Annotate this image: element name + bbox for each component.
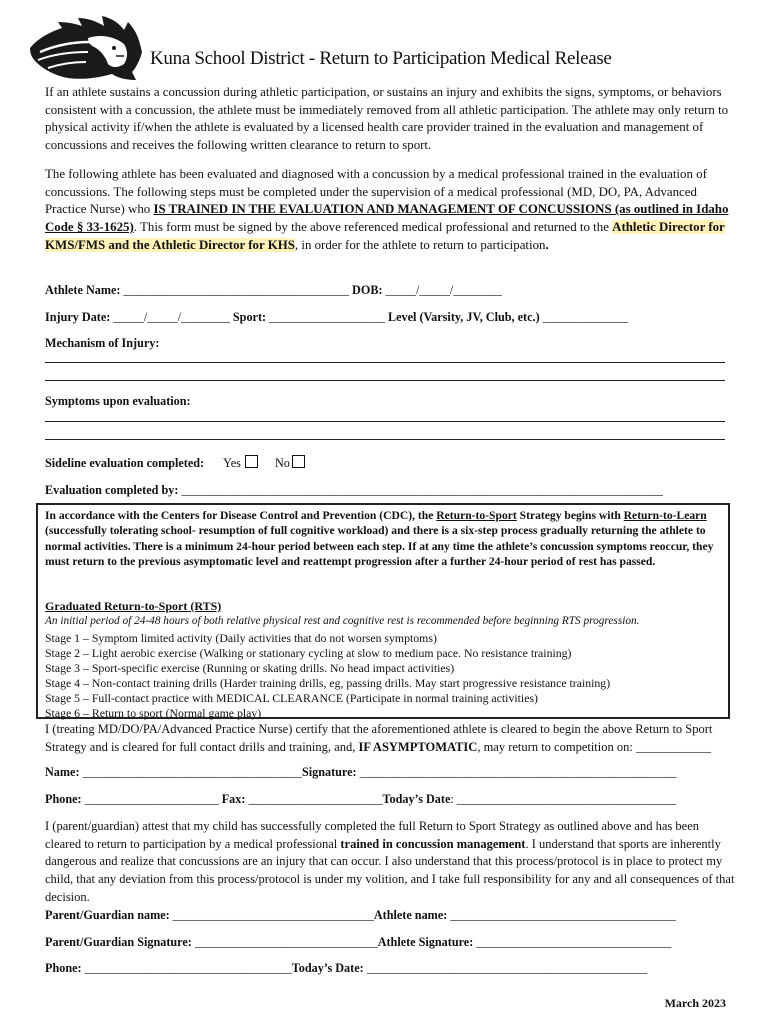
evaluation-field[interactable]: _______________________________________________________________________________ <box>181 483 663 497</box>
no-label: No <box>274 456 290 470</box>
rts-heading <box>45 599 221 614</box>
p2-bold-text: IS TRAINED IN THE EVALUATION AND MANAGEMENT OF CONCUSSIONS (as outlined in Idaho Code § 33-1625) <box>45 202 729 235</box>
stage-2: Stage 2 – Light aerobic exercise (Walking or stationary cycling at slow to medium pace. No resistance training) <box>45 646 572 660</box>
attest-text-a: I (parent/guardian) attest that my child has successfully completed the full Return to Sport Strategy as outlined above and has been cleared to return to participation by a medical professional <box>45 819 699 851</box>
cdc-text-c: (successfully tolerating school- resumption of full cognitive workload) and there is a six-step process gradually returning the athlete to normal activities. There is a minimum 24-hour period between each step. If at any time the athlete’s concussion symptoms reoccur, they must return to the previous asymptomatic level and reattempt progression after a further 24-hour period of rest has passed. <box>45 524 714 568</box>
athlete-signature-field[interactable]: ________________________________ <box>476 935 672 949</box>
athlete-name-row <box>45 283 502 298</box>
level-label: Level (Varsity, JV, Club, etc.) <box>387 310 540 324</box>
guardian-date-field[interactable]: ______________________________________________ <box>366 961 648 975</box>
p2-end: . <box>545 237 549 252</box>
guardian-signature-row <box>45 935 671 950</box>
yes-label: Yes <box>223 456 241 470</box>
cdc-paragraph <box>45 508 725 569</box>
p2-text-c: , in order for the athlete to return to participation <box>294 237 546 252</box>
certify-text-a: I (treating MD/DO/PA/Advanced Practice Nurse) certify that the aforementioned athlete is cleared to begin the above Return to Sport Strategy and is cleared for full contact drills and training, and, <box>45 722 713 754</box>
warrior-head-logo-icon <box>28 8 146 84</box>
provider-date-field[interactable]: ____________________________________ <box>456 792 677 806</box>
symptoms-line-2[interactable] <box>45 439 725 440</box>
intro-paragraph: If an athlete sustains a concussion during athletic participation, or sustains an injury and exhibits the signs, symptoms, or behaviors consistent with a concussion, the athlete must be immediately removed from all athletic participation. The athlete may only return to physical activity if/when the athlete is evaluated by a licensed health care provider trained in the evaluation and management of concussions and receives the following written clearance to return to sport. <box>45 85 729 153</box>
provider-fax-field[interactable]: ______________________ <box>248 792 383 806</box>
sport-field[interactable]: ___________________ <box>269 310 385 324</box>
guardian-phone-field[interactable]: __________________________________ <box>84 961 292 975</box>
provider-name-label: Name: <box>45 765 80 779</box>
injury-row <box>45 310 628 325</box>
provider-phone-row <box>45 792 676 807</box>
stage-1: Stage 1 – Symptom limited activity (Daily activities that do not worsen symptoms) <box>45 631 437 645</box>
stage-4: Stage 4 – Non-contact training drills (Harder training drills, eg, passing drills. May start progressive resistance training) <box>45 676 611 690</box>
level-field[interactable]: ______________ <box>542 310 628 324</box>
cdc-return-to-sport: Return-to-Sport <box>436 509 517 522</box>
provider-name-row <box>45 765 676 780</box>
cdc-text-a: In accordance with the Centers for Disease Control and Prevention (CDC), the <box>45 509 437 522</box>
p2-text-b: . This form must be signed by the above referenced medical professional and returned to the <box>133 220 613 235</box>
provider-signature-label: Signature: <box>301 765 357 779</box>
yes-checkbox[interactable] <box>245 455 258 468</box>
guardian-phone-label: Phone: <box>45 961 82 975</box>
attest-text-b: . I understand that sports are inherently dangerous and realize that concussions are an injury that can occur. I also understand that this process/protocol is in place to protect my child, that any deviation from this process/protocol is under my volition, and I take full responsibility for any and all consequences of that decision. <box>45 836 735 904</box>
footer-date: March 2023 <box>664 996 726 1010</box>
stage-3: Stage 3 – Sport-specific exercise (Running or skating drills. No head impact activities) <box>45 661 455 675</box>
certify-bold: IF ASYMPTOMATIC <box>358 739 478 754</box>
stage-6: Stage 6 – Return to sport (Normal game play) <box>45 706 262 720</box>
sport-label: Sport: <box>232 310 267 324</box>
p2-text-a: The following athlete has been evaluated and diagnosed with a concussion by a medical professional trained in the evaluation of concussions. The following steps must be completed under the supervision of a medical professional (MD, DO, PA, Advanced Practice Nurse) who <box>45 167 707 217</box>
guardian-athlete-name-label: Athlete name: <box>373 908 448 922</box>
stage-5: Stage 5 – Full-contact practice with MEDICAL CLEARANCE (Participate in normal training activities) <box>45 691 538 705</box>
attest-bold: trained in concussion management <box>340 836 526 851</box>
guardian-date-label: Today’s Date: <box>291 961 364 975</box>
evaluation-row <box>45 483 663 498</box>
guardian-name-label: Parent/Guardian name: <box>45 908 170 922</box>
guardian-name-row <box>45 908 676 923</box>
provider-phone-field[interactable]: ______________________ <box>84 792 219 806</box>
guardian-signature-label: Parent/Guardian Signature: <box>45 935 192 949</box>
guardian-phone-row <box>45 961 647 976</box>
cdc-text-b: Strategy begins with <box>516 509 624 522</box>
evaluation-paragraph <box>45 166 735 255</box>
no-checkbox[interactable] <box>292 455 305 468</box>
provider-date-colon: : <box>450 792 454 806</box>
cdc-return-to-learn: Return-to-Learn <box>623 509 707 522</box>
injury-date-label: Injury Date: <box>45 310 111 324</box>
provider-signature-field[interactable]: ____________________________________________________ <box>359 765 677 779</box>
page-title: Kuna School District - Return to Participation Medical Release <box>150 48 612 69</box>
certify-text-b: , may return to competition on: ____________ <box>477 739 711 754</box>
guardian-name-field[interactable]: _________________________________ <box>172 908 374 922</box>
provider-date-label: Today’s Date <box>382 792 451 806</box>
dob-field[interactable]: _____/_____/________ <box>385 283 503 297</box>
athlete-name-field[interactable]: _____________________________________ <box>123 283 349 297</box>
athlete-name-label: Athlete Name: <box>45 283 121 297</box>
attest-paragraph <box>45 818 735 907</box>
sideline-label: Sideline evaluation completed: <box>45 456 205 470</box>
certify-paragraph <box>45 721 735 756</box>
provider-fax-label: Fax: <box>221 792 246 806</box>
provider-phone-label: Phone: <box>45 792 82 806</box>
athlete-signature-label: Athlete Signature: <box>377 935 474 949</box>
guardian-signature-field[interactable]: ______________________________ <box>194 935 378 949</box>
athletic-director-highlight: Athletic Director for KMS/FMS and the Athletic Director for KHS <box>45 220 725 252</box>
provider-name-field[interactable]: ____________________________________ <box>82 765 302 779</box>
mechanism-line-1[interactable] <box>45 362 725 363</box>
sideline-row <box>45 455 305 471</box>
symptoms-line-1[interactable] <box>45 421 725 422</box>
dob-label: DOB: <box>352 283 383 297</box>
mechanism-label: Mechanism of Injury: <box>45 336 160 350</box>
injury-date-field[interactable]: _____/_____/________ <box>113 310 230 324</box>
guardian-athlete-name-field[interactable]: _____________________________________ <box>450 908 676 922</box>
symptoms-label: Symptoms upon evaluation: <box>45 394 191 408</box>
rts-heading-text: Graduated Return-to-Sport (RTS) <box>45 599 222 613</box>
evaluation-label: Evaluation completed by: <box>45 483 179 497</box>
rts-note: An initial period of 24-48 hours of both relative physical rest and cognitive rest is recommended before beginning RTS progression. <box>45 615 640 627</box>
mechanism-line-2[interactable] <box>45 380 725 381</box>
